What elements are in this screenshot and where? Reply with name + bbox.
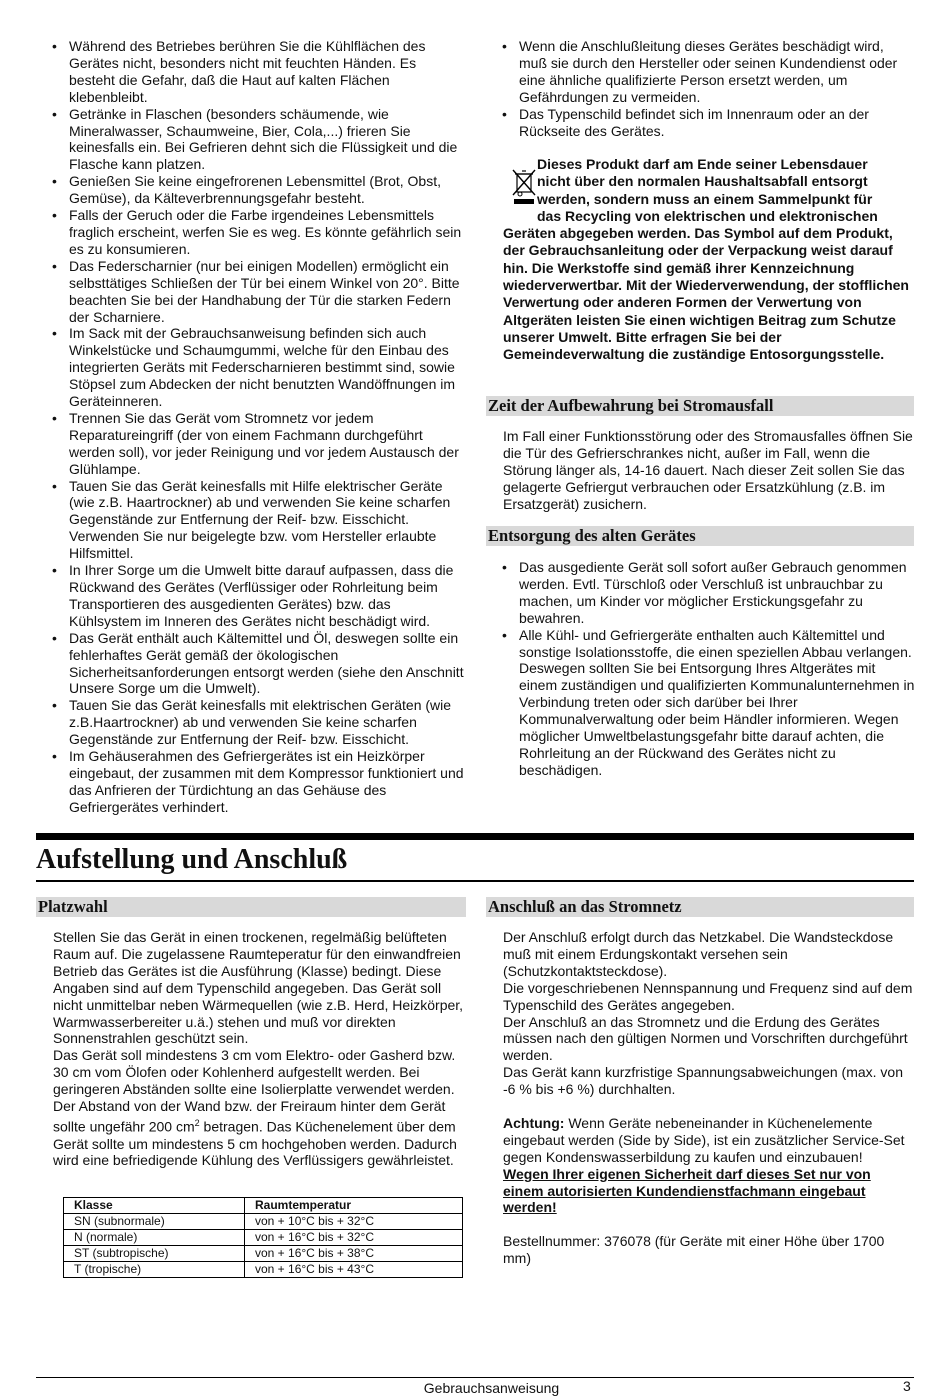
spacer (503, 1216, 915, 1233)
list-item: • Getränke in Flaschen (besonders schäumende, wie Mineralwasser, Schaumweine, Bier, Cola,...) frieren Sie keinesfalls ein. Bei Gefrieren dehnt sich die Flüssigkeit und die Flasche kann platzen. (37, 106, 465, 174)
safety-warning: Wegen Ihrer eigenen Sicherheit darf dieses Set nur von einem autorisierten Kundendienstfachmann eingebaut werden! (503, 1165, 871, 1216)
section-heading-disposal: Entsorgung des alten Gerätes (486, 526, 914, 546)
disposal-bullet-list (487, 559, 915, 779)
weee-line: das Recycling von elektrischen und elektronischen (537, 207, 878, 224)
weee-text: Geräten abgegeben werden. Das Symbol auf dem Produkt, der Gebrauchsanleitung oder der Verpackung weist darauf hin. Die Werkstoffe sind gemäß ihrer Kennzeichnung wiederverwertbar. Mit der Wiederverwendung, der stofflichen Verwertung oder anderen Formen der Verwertung von Altgeräten leisten Sie einen wichtigen Beitrag zum Schutze unserer Umwelt. Bitte erfragen Sie bei der Gemeindeverwaltung die zuständige Entosorgungsstelle. (503, 225, 909, 363)
list-item: • Wenn die Anschlußleitung dieses Gerätes beschädigt wird, muß sie durch den Hersteller oder seinen Kundendienst oder eine ähnliche qualifizierte Person ersetzt werden, um Gefährdungen zu vermeiden. (487, 38, 915, 106)
power-paragraph: Der Anschluß erfolgt durch das Netzkabel. Die Wandsteckdose muß mit einem Erdungskontakt versehen sein (Schutzkontaktsteckdose). (503, 929, 894, 979)
table-header-row (64, 1198, 463, 1214)
list-item: • Während des Betriebes berühren Sie die Kühlflächen des Gerätes nicht, besonders nicht mit feuchten Händen. Es besteht die Gefahr, daß die Haut auf kalten Flächen klebenbleibt. (37, 38, 465, 106)
table-header-cell: Klasse (64, 1198, 245, 1214)
list-item: • Das Gerät enthält auch Kältemittel und Öl, deswegen sollte ein fehlerhaftes Gerät gemäß der ökologischen Sicherheitsanforderungen entsorgt werden (siehe den Anschnitt Unsere Sorge um die Umwelt). (37, 630, 465, 698)
cable-bullet-list (487, 38, 915, 139)
power-text (503, 929, 915, 1267)
list-item: • Tauen Sie das Gerät keinesfalls mit Hilfe elektrischer Geräte (wie z.B. Haartrockner) ab und verwenden Sie keine scharfen Gegenstände zur Entfernung der Reif- bzw. Eisschicht. Verwenden Sie nur beigelegte bzw. vom Hersteller erlaubte Hilfsmittel. (37, 478, 465, 563)
list-item: • Im Gehäuserahmen des Gefriergerätes ist ein Heizkörper eingebaut, der zusammen mit dem Kompressor funktioniert und das Anfrieren der Türdichtung an das Gehäuse des Gefriergerätes verhindert. (37, 748, 465, 816)
safety-bullet-list (37, 38, 465, 816)
spacer (503, 1098, 915, 1115)
location-text-part: betragen. Das Küchenelement über dem Gerät sollte um mindestens 5 cm hochgehoben werden. Dadurch wird eine befriedigende Kühlung des Verflüssigers gewährleistet. (53, 1118, 457, 1169)
order-number: Bestellnummer: 376078 (für Geräte mit einer Höhe über 1700 mm) (503, 1233, 885, 1267)
list-item: • Das Typenschild befindet sich im Innenraum oder an der Rückseite des Gerätes. (487, 106, 915, 140)
page-title: Aufstellung und Anschluß (36, 844, 348, 875)
power-paragraph: Das Gerät kann kurzfristige Spannungsabweichungen (max. von -6 % bis +6 %) durchhalten. (503, 1064, 903, 1098)
list-item: • Alle Kühl- und Gefriergeräte enthalten auch Kältemittel und sonstige Isolationsstoffe, die einen speziellen Abbau verlangen. Deswegen sollten Sie bei Entsorgung Ihres Altgerätes mit einem zuständigen und qualifizierten Kommunalunternehmen in Verbindung treten oder sich darüber bei Ihrer Kommunalverwaltung oder beim Händler informieren. Wegen möglicher Umweltbelastungsgefahr bitte darauf achten, die Rohrleitung an der Rückwand des Gerätes nicht zu beschädigen. (487, 627, 915, 779)
list-item: • Falls der Geruch oder die Farbe irgendeines Lebensmittels fraglich erscheint, werfen Sie es weg. Es könnte gefährlich sein es zu konsumieren. (37, 207, 465, 258)
list-item: • Das Federscharnier (nur bei einigen Modellen) ermöglicht ein selbsttätiges Schließen der Tür bei einem Winkel von 20°. Bitte beachten Sie bei der Handhabung der Tür die starken Federn der Scharniere. (37, 258, 465, 326)
attention-paragraph (503, 1115, 915, 1166)
power-failure-text: Im Fall einer Funktionsstörung oder des Stromausfalles öffnen Sie die Tür des Gefrierschrankes nicht, außer im Fall, wenn die Störung länger als, 14-16 dauert. Nach dieser Zeit sollen Sie das gelagerte Gefriergut verbrauchen oder Ersatzkühlung (z.B. im Ersatzgerät) zusichern. (503, 428, 913, 512)
list-item: • Das ausgediente Gerät soll sofort außer Gebrauch genommen werden. Evtl. Türschloß oder Verschluß ist unbrauchbar zu machen, um Kinder vor möglicher Erstickungsgefahr zu bewahren. (487, 559, 915, 627)
table-row (64, 1262, 463, 1278)
climate-class-table (63, 1197, 463, 1278)
location-text-part: Das Gerät soll mindestens 3 cm vom Elektro- oder Gasherd bzw. 30 cm vom Ölofen oder Kohlenherd aufgestellt werden. Bei geringeren Abständen sollte eine Isolierplatte verwendet werden. Der Abstand von der Wand bzw. der Freiraum hinter dem Gerät sollte ungefähr 200 cm (53, 1047, 456, 1135)
list-item: • In Ihrer Sorge um die Umwelt bitte darauf aufpassen, dass die Rückwand des Gerätes (Verflüssiger oder Rohrleitung beim Transportieren des ausgedienten Gerätes) bzw. das Kühlsystem im Inneren des Gerätes nicht beschädigt wird. (37, 562, 465, 630)
title-rule-top (36, 833, 914, 840)
list-item: • Trennen Sie das Gerät vom Stromnetz vor jedem Reparatureingriff (der von einem Fachmann durchgeführt werden soll), vor jeder Reinigung und vor jedem Austausch der Glühlampe. (37, 410, 465, 478)
list-item: • Genießen Sie keine eingefrorenen Lebensmittel (Brot, Obst, Gemüse), da Kälteverbrennungsgefahr besteht. (37, 173, 465, 207)
list-item: • Im Sack mit der Gebrauchsanweisung befinden sich auch Winkelstücke und Schaumgummi, welche für den Einbau des integrierten Geräts mit Federscharnieren bestimmt sind, sowie Stöpsel zum Abdecken der nicht benutzten Wandöffnungen im Geräteinneren. (37, 325, 465, 410)
left-column (37, 38, 465, 816)
table-cell: von + 16°C bis + 32°C (245, 1230, 463, 1246)
list-item: • Tauen Sie das Gerät keinesfalls mit elektrischen Geräten (wie z.B.Haartrockner) ab und verwenden Sie keine scharfen Gegenstände zur Entfernung der Reif- bzw. Eisschicht. (37, 697, 465, 748)
attention-label: Achtung: (503, 1114, 565, 1131)
table-cell: von + 16°C bis + 43°C (245, 1262, 463, 1278)
table-row (64, 1214, 463, 1230)
section-heading-location: Platzwahl (36, 897, 466, 917)
disposal-section (487, 559, 915, 779)
superscript: 2 (194, 1117, 200, 1128)
section-heading-power: Anschluß an das Stromnetz (486, 897, 914, 917)
table-row (64, 1246, 463, 1262)
section-heading-power-failure: Zeit der Aufbewahrung bei Stromausfall (486, 396, 914, 416)
right-column-top (487, 38, 915, 139)
page-number: 3 (903, 1378, 911, 1394)
table-cell: T (tropische) (64, 1262, 245, 1278)
power-paragraph: Der Anschluß an das Stromnetz und die Erdung des Gerätes müssen nach den gültigen Normen und Vorschriften durchgeführt werden. (503, 1013, 908, 1064)
table-header-cell: Raumtemperatur (245, 1198, 463, 1214)
weee-notice (503, 156, 918, 364)
location-text (53, 929, 465, 1169)
power-paragraph: Die vorgeschriebenen Nennspannung und Frequenz sind auf dem Typenschild des Gerätes angegeben. (503, 979, 913, 1013)
table-cell: SN (subnormale) (64, 1214, 245, 1230)
footer-label: Gebrauchsanweisung (423, 1380, 560, 1396)
table-cell: von + 10°C bis + 32°C (245, 1214, 463, 1230)
attention-text: Wenn Geräte nebeneinander in Küchenelemente eingebaut werden (Side by Side), ist ein zusätzlicher Service-Set gegen Kondenswasserbildung zu kaufen und einzubauen! (503, 1114, 905, 1165)
weee-line: nicht über den normalen Haushaltsabfall entsorgt (537, 173, 868, 190)
table-row (64, 1230, 463, 1246)
table-cell: ST (subtropische) (64, 1246, 245, 1262)
table-cell: N (normale) (64, 1230, 245, 1246)
title-rule-bottom (36, 880, 914, 882)
location-paragraph-b (53, 1047, 465, 1169)
location-paragraph-a: Stellen Sie das Gerät in einen trockenen, regelmäßig belüfteten Raum auf. Die zugelassene Raumteperatur für den einwandfreien Betrieb das Gerätes ist die Ausführung (Klasse) bedingt. Diese Angaben sind auf dem Typenschild angegeben. Das Gerät soll nicht unmittelbar neben Wärmequellen (wie z.B. Herd, Heizkörper, Warmwasserbereiter u.ä.) stehen und muß vor direkten Sonnenstrahlen geschützt sein. (53, 929, 464, 1047)
weee-line: werden, sondern muss an einem Sammelpunkt für (537, 190, 873, 207)
weee-line: Dieses Produkt darf am Ende seiner Lebensdauer (537, 156, 868, 172)
footer-rule (36, 1377, 914, 1378)
table-cell: von + 16°C bis + 38°C (245, 1246, 463, 1262)
